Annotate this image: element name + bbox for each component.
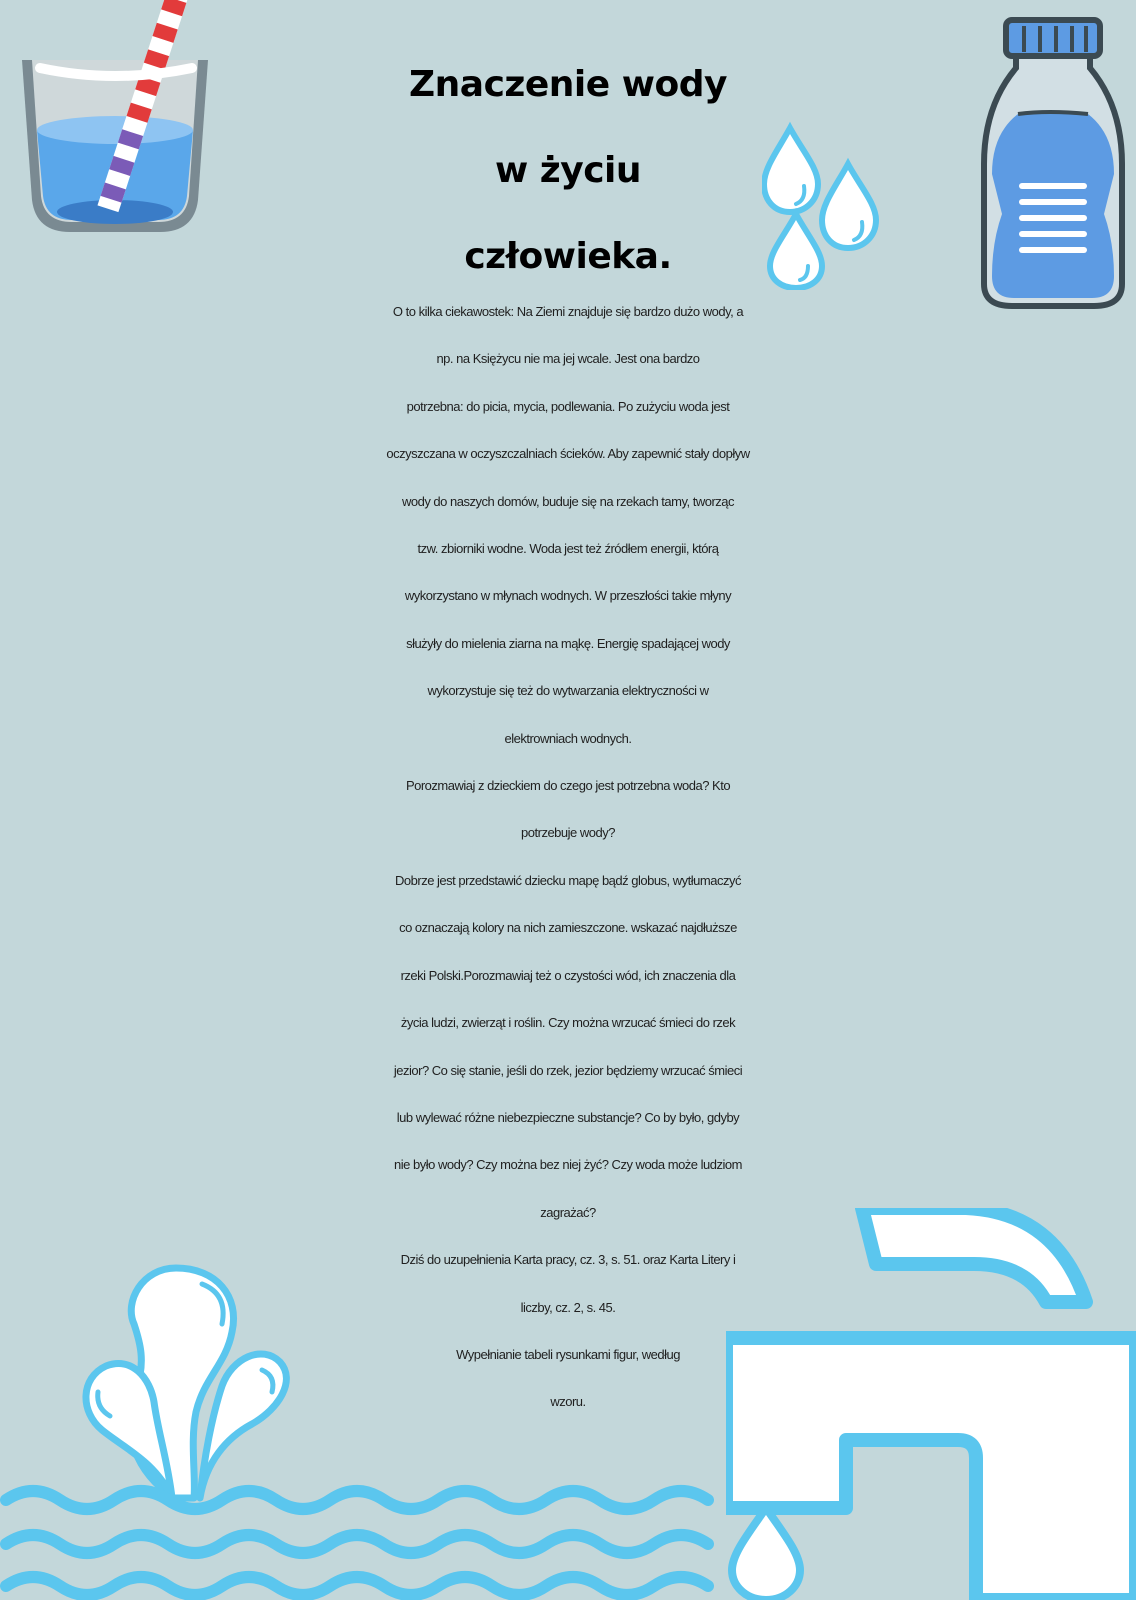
- title-line-1: Znaczenie wody: [409, 64, 727, 105]
- text-line: lub wylewać różne niebezpieczne substancje? Co by było, gdyby: [396, 1109, 740, 1125]
- text-line: elektrowniach wodnych.: [504, 730, 632, 746]
- text-line: nie było wody? Czy można bez niej żyć? Czy woda może ludziom: [394, 1157, 742, 1173]
- text-line: co oznaczają kolory na nich zamieszczone. wskazać najdłuższe: [399, 920, 737, 936]
- water-bottle-icon: [978, 14, 1128, 314]
- text-line: oczyszczana w oczyszczalniach ścieków. Aby zapewnić stały dopływ: [386, 446, 750, 462]
- paragraph-conversation: [0, 762, 1136, 857]
- text-line: jezior? Co się stanie, jeśli do rzek, jezior będziemy wrzucać śmieci: [393, 1062, 743, 1078]
- text-line: Porozmawiaj z dzieckiem do czego jest potrzebna woda? Kto: [405, 778, 731, 794]
- text-line: potrzebna: do picia, mycia, podlewania. Po zużyciu woda jest: [406, 398, 730, 414]
- text-line: służyły do mielenia ziarna na mąkę. Energię spadającej wody: [406, 635, 730, 651]
- title-line-2: w życiu: [494, 150, 642, 191]
- text-line: Dobrze jest przedstawić dziecku mapę bądź globus, wytłumaczyć: [395, 872, 741, 888]
- text-line: O to kilka ciekawostek: Na Ziemi znajduje się bardzo dużo wody, a: [392, 304, 744, 319]
- text-line: potrzebuje wody?: [521, 825, 615, 841]
- text-line: zagrażać?: [540, 1204, 596, 1220]
- title-line-3: człowieka.: [464, 236, 672, 277]
- paragraph-table: [0, 1331, 1136, 1426]
- text-line: wzoru.: [550, 1394, 586, 1410]
- text-line: wykorzystano w młynach wodnych. W przeszłości takie młyny: [404, 588, 732, 604]
- text-line: Dziś do uzupełnienia Karta pracy, cz. 3, s. 51. oraz Karta Litery i: [400, 1252, 736, 1268]
- text-line: np. na Księżycu nie ma jej wcale. Jest ona bardzo: [436, 351, 700, 367]
- text-line: rzeki Polski.Porozmawiaj też o czystości wód, ich znaczenia dla: [400, 967, 736, 983]
- paragraph-facts: [0, 288, 1136, 762]
- page-title: [270, 42, 866, 300]
- text-line: Wypełnianie tabeli rysunkami figur, według: [456, 1346, 680, 1362]
- text-line: tzw. zbiorniki wodne. Woda jest też źródłem energii, którą: [417, 541, 719, 557]
- paragraph-tasks: [0, 1236, 1136, 1331]
- text-line: liczby, cz. 2, s. 45.: [520, 1299, 616, 1315]
- text-line: wykorzystuje się też do wytwarzania elektryczności w: [427, 683, 709, 699]
- paragraph-map: [0, 857, 1136, 1236]
- text-line: życia ludzi, zwierząt i roślin. Czy można wrzucać śmieci do rzek: [400, 1015, 736, 1031]
- body-text: [0, 288, 1136, 1426]
- glass-with-straw-icon: [10, 0, 220, 240]
- text-line: wody do naszych domów, buduje się na rzekach tamy, tworząc: [401, 493, 735, 509]
- water-waves-icon: [0, 1478, 720, 1600]
